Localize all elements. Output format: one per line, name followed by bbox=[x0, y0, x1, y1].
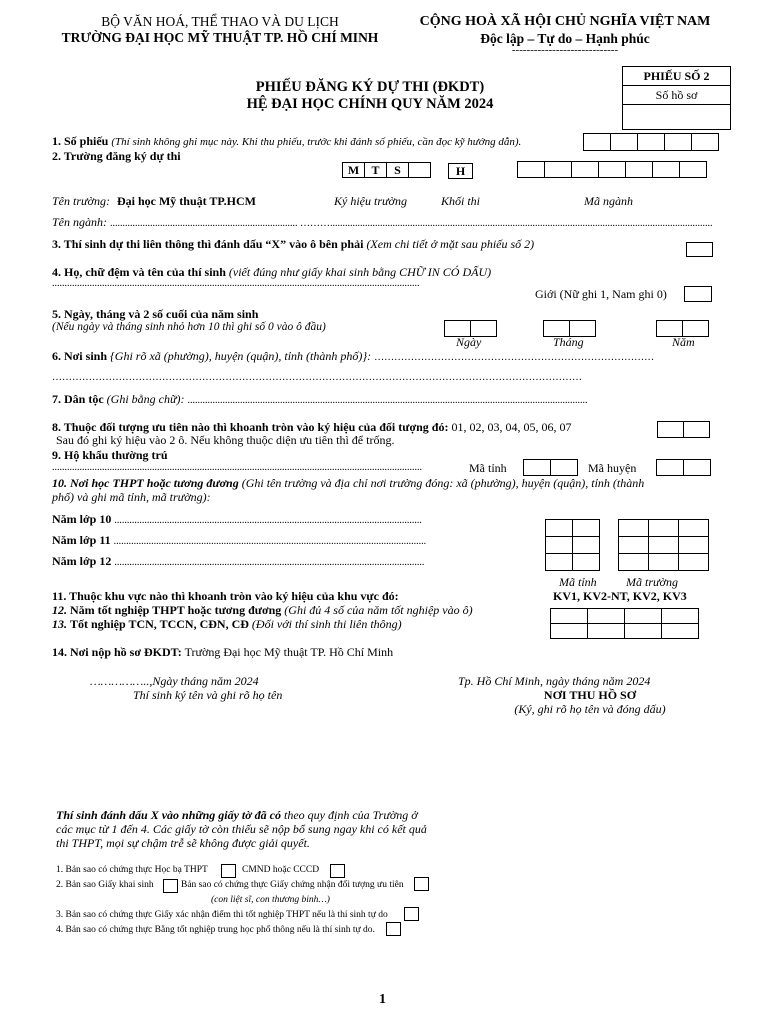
province-cell[interactable] bbox=[573, 554, 600, 571]
school-cell[interactable] bbox=[649, 537, 679, 554]
major-name-label: Tên ngành: bbox=[52, 215, 107, 229]
doc-birth-cert-label: 2. Bản sao Giấy khai sinh bbox=[56, 880, 154, 890]
major-code-cell[interactable] bbox=[625, 161, 653, 178]
doc-priority-cert-checkbox[interactable] bbox=[414, 877, 429, 891]
school-name-row bbox=[52, 194, 256, 209]
major-code-cell[interactable] bbox=[571, 161, 599, 178]
school-cell[interactable] bbox=[679, 537, 709, 554]
q14-row bbox=[52, 645, 393, 660]
grad-year-cell[interactable] bbox=[662, 609, 699, 624]
q13-note: (Đối với thí sinh thi liên thông) bbox=[251, 617, 402, 631]
gender-box[interactable] bbox=[684, 286, 712, 302]
grad-year-cell[interactable] bbox=[625, 624, 662, 639]
major-code-cell[interactable] bbox=[652, 161, 680, 178]
priority-boxes bbox=[658, 421, 710, 438]
grad-year-cell[interactable] bbox=[625, 609, 662, 624]
doc-id-card-checkbox[interactable] bbox=[330, 864, 345, 878]
province-cell[interactable] bbox=[573, 520, 600, 537]
form-number-cell[interactable] bbox=[637, 133, 665, 151]
high-school-province-grid bbox=[545, 519, 600, 571]
receiver-title: NƠI THU HỒ SƠ bbox=[543, 688, 637, 702]
q3-row bbox=[52, 237, 534, 252]
doc-diploma-checkbox[interactable] bbox=[386, 922, 401, 936]
q12-number: 12. bbox=[52, 603, 67, 617]
doc-transcript-label: 1. Bản sao có chứng thực Học bạ THPT bbox=[56, 865, 208, 875]
q10-note-2: phố) và ghi mã tỉnh, mã trường): bbox=[52, 490, 211, 504]
province-cell[interactable] bbox=[546, 537, 573, 554]
province-code-cell[interactable] bbox=[523, 459, 551, 476]
high-school-code-grid bbox=[618, 519, 709, 571]
school-name-value: Đại học Mỹ thuật TP.HCM bbox=[116, 194, 256, 208]
q7-label: 7. Dân tộc bbox=[52, 392, 104, 406]
doc-birth-cert-checkbox[interactable] bbox=[163, 879, 178, 893]
documents-intro bbox=[56, 808, 418, 823]
form-number-cell[interactable] bbox=[583, 133, 611, 151]
form-number-boxes bbox=[584, 133, 719, 151]
birthplace-field-2[interactable]: …………………………………………………………………………………………………………………………………………… bbox=[52, 372, 582, 383]
gender-label: Giới (Nữ ghi 1, Nam ghi 0) bbox=[535, 287, 667, 301]
q8-label: 8. Thuộc đối tượng ưu tiên nào thì khoanh tròn vào ký hiệu của đối tượng đó: bbox=[52, 420, 449, 434]
school-cell[interactable] bbox=[649, 520, 679, 537]
form-number-badge bbox=[622, 66, 731, 130]
grade10-label: Năm lớp 10 bbox=[52, 512, 112, 526]
q6-note: {Ghi rõ xã (phường), huyện (quận), tỉnh (thành phố)}: bbox=[110, 349, 372, 363]
grad-year-cell[interactable] bbox=[551, 609, 588, 624]
province-code-caption: Mã tỉnh bbox=[559, 575, 597, 589]
major-name-row bbox=[52, 215, 712, 230]
q13-row bbox=[52, 617, 402, 632]
grade12-label: Năm lớp 12 bbox=[52, 554, 112, 568]
grade11-label: Năm lớp 11 bbox=[52, 533, 111, 547]
graduation-year-grid bbox=[550, 608, 699, 639]
q1-label: 1. Số phiếu bbox=[52, 134, 109, 148]
form-number-cell[interactable] bbox=[610, 133, 638, 151]
form-number-label: PHIẾU SỐ 2 bbox=[623, 67, 730, 86]
bridge-program-checkbox[interactable] bbox=[686, 242, 713, 257]
province-code-cell[interactable] bbox=[550, 459, 578, 476]
q2-label: 2. Trường đăng ký dự thi bbox=[52, 149, 181, 163]
grad-year-cell[interactable] bbox=[588, 609, 625, 624]
doc-priority-cert-label: Bản sao có chứng thực Giấy chứng nhận đối tượng ưu tiên bbox=[181, 880, 404, 890]
motto-underline: ----------------------------- bbox=[511, 44, 619, 56]
national-motto: Độc lập – Tự do – Hạnh phúc bbox=[480, 31, 650, 46]
form-number-cell[interactable] bbox=[664, 133, 692, 151]
q4-note: (viết đúng như giấy khai sinh bằng CHỮ IN CÓ DẤU) bbox=[228, 265, 492, 279]
priority-options[interactable]: 01, 02, 03, 04, 05, 06, 07 bbox=[451, 420, 572, 434]
page-number: 1 bbox=[379, 992, 386, 1007]
school-cell[interactable] bbox=[679, 520, 709, 537]
grade12-field[interactable]: ............................................................................................................................ bbox=[114, 557, 425, 568]
month-caption: Tháng bbox=[553, 335, 584, 349]
q5-label: 5. Ngày, tháng và 2 số cuối của năm sinh bbox=[52, 307, 259, 321]
district-code-boxes bbox=[657, 459, 711, 476]
documents-intro-line-3: thi THPT, mọi sự chậm trễ sẽ không được giải quyết. bbox=[56, 836, 310, 850]
priority-cell[interactable] bbox=[657, 421, 684, 438]
grade11-field[interactable]: ............................................................................................................................. bbox=[113, 536, 427, 547]
doc-score-cert-label: 3. Bản sao có chứng thực Giấy xác nhận điểm thi tốt nghiệp THPT nếu là thí sinh tự do bbox=[56, 910, 388, 920]
birthplace-field[interactable]: ………………………………………………………………………… bbox=[374, 352, 655, 363]
grade12-row bbox=[52, 554, 517, 569]
grade10-row bbox=[52, 512, 512, 527]
q7-row bbox=[52, 392, 712, 407]
q13-label: Tốt nghiệp TCN, TCCN, CĐN, CĐ bbox=[70, 617, 249, 631]
major-code-cell[interactable] bbox=[679, 161, 707, 178]
documents-intro-rest: theo quy định của Trường ở bbox=[284, 808, 418, 822]
q12-note: (Ghi đủ 4 số của năm tốt nghiệp vào ô) bbox=[284, 603, 473, 617]
residence-field[interactable]: .................................................................................................................................................... bbox=[52, 462, 422, 473]
q11-label: 11. Thuộc khu vực nào thì khoanh tròn vào ký hiệu của khu vực đó: bbox=[52, 589, 399, 603]
province-cell[interactable] bbox=[573, 537, 600, 554]
grade10-field[interactable]: ........................................................................................................................... bbox=[114, 515, 422, 526]
grad-year-cell[interactable] bbox=[551, 624, 588, 639]
province-code-boxes bbox=[524, 459, 578, 476]
school-cell[interactable] bbox=[619, 520, 649, 537]
major-name-field[interactable]: ........................................................................... ………......................................................................................................................................................... bbox=[110, 218, 712, 229]
q10-label: 10. Nơi học THPT hoặc tương đương bbox=[52, 476, 239, 490]
q9-label: 9. Hộ khẩu thường trú bbox=[52, 448, 168, 462]
region-options[interactable]: KV1, KV2-NT, KV2, KV3 bbox=[553, 589, 687, 603]
q12-label: Năm tốt nghiệp THPT hoặc tương đương bbox=[70, 603, 282, 617]
q14-value: Trường Đại học Mỹ thuật TP. Hồ Chí Minh bbox=[184, 645, 394, 659]
year-caption: Năm bbox=[672, 335, 695, 349]
school-name-label: Tên trường: bbox=[52, 194, 110, 208]
school-code-cell[interactable] bbox=[408, 162, 431, 178]
school-cell[interactable] bbox=[649, 554, 679, 571]
q6-label: 6. Nơi sinh bbox=[52, 349, 107, 363]
q7-note: (Ghi bằng chữ): bbox=[106, 392, 185, 406]
doc-transcript-checkbox[interactable] bbox=[221, 864, 236, 878]
school-code-cell: T bbox=[364, 162, 387, 178]
major-code-cell[interactable] bbox=[598, 161, 626, 178]
doc-id-card-label: CMND hoặc CCCD bbox=[242, 865, 320, 875]
q5-note: (Nếu ngày và tháng sinh nhỏ hơn 10 thì ghi số 0 vào ô đầu) bbox=[52, 321, 326, 333]
file-number-label: Số hồ sơ bbox=[623, 86, 730, 105]
doc-diploma-label: 4. Bản sao có chứng thực Bằng tốt nghiệp trung học phổ thông nếu là thí sinh tự do. bbox=[56, 925, 375, 935]
q6-row bbox=[52, 349, 712, 364]
candidate-signature-caption: Thí sinh ký tên và ghi rõ họ tên bbox=[133, 688, 283, 702]
q8-note: Sau đó ghi ký hiệu vào 2 ô. Nếu không thuộc diện ưu tiên thì để trống. bbox=[56, 433, 395, 447]
province-code-label: Mã tỉnh bbox=[469, 461, 507, 475]
school-cell[interactable] bbox=[619, 554, 649, 571]
grad-year-cell[interactable] bbox=[662, 624, 699, 639]
form-subtitle: HỆ ĐẠI HỌC CHÍNH QUY NĂM 2024 bbox=[246, 96, 494, 112]
documents-intro-line-2: các mục từ 1 đến 4. Các giấy tờ còn thiếu sẽ nộp bổ sung ngay khi có kết quả bbox=[56, 822, 427, 836]
school-cell[interactable] bbox=[679, 554, 709, 571]
form-title: PHIẾU ĐĂNG KÝ DỰ THI (ĐKDT) bbox=[255, 79, 485, 95]
priority-cell[interactable] bbox=[683, 421, 710, 438]
form-number-cell[interactable] bbox=[691, 133, 719, 151]
district-code-cell[interactable] bbox=[656, 459, 684, 476]
major-code-cell[interactable] bbox=[544, 161, 572, 178]
republic-name: CỘNG HOÀ XÃ HỘI CHỦ NGHĨA VIỆT NAM bbox=[419, 14, 711, 29]
province-cell[interactable] bbox=[546, 554, 573, 571]
district-code-label: Mã huyện bbox=[588, 461, 637, 475]
q3-note: (Xem chi tiết ở mặt sau phiếu số 2) bbox=[366, 237, 535, 251]
q10-row bbox=[52, 476, 644, 491]
q3-label: 3. Thí sinh dự thi liên thông thì đánh dấu “X” vào ô bên phải bbox=[52, 237, 364, 251]
receiver-date-line: Tp. Hồ Chí Minh, ngày tháng năm 2024 bbox=[458, 674, 651, 688]
ethnicity-field[interactable]: ................................................................................................................................................................ bbox=[187, 395, 588, 406]
ministry-name: BỘ VĂN HOÁ, THỂ THAO VÀ DU LỊCH bbox=[101, 14, 339, 29]
documents-intro-bold: Thí sinh đánh dấu X vào những giấy tờ đã có bbox=[56, 808, 282, 822]
candidate-date-line: ……………..,Ngày tháng năm 2024 bbox=[90, 674, 259, 688]
grade11-row bbox=[52, 533, 517, 548]
school-code-boxes bbox=[343, 162, 431, 178]
school-cell[interactable] bbox=[619, 537, 649, 554]
full-name-field[interactable]: ................................................................................................................................................... bbox=[52, 278, 420, 289]
q4-label: 4. Họ, chữ đệm và tên của thí sinh bbox=[52, 265, 226, 279]
major-code-boxes bbox=[518, 161, 707, 178]
q13-number: 13. bbox=[52, 617, 67, 631]
school-code-cell: M bbox=[342, 162, 365, 178]
q1-row bbox=[52, 134, 521, 149]
university-name: TRƯỜNG ĐẠI HỌC MỸ THUẬT TP. HỒ CHÍ MINH bbox=[61, 30, 379, 45]
grad-year-cell[interactable] bbox=[588, 624, 625, 639]
exam-block-box bbox=[449, 163, 473, 179]
province-cell[interactable] bbox=[546, 520, 573, 537]
school-code-cell: S bbox=[386, 162, 409, 178]
q12-row bbox=[52, 603, 473, 618]
receiver-signature-caption: (Ký, ghi rõ họ tên và đóng dấu) bbox=[514, 702, 666, 716]
doc-score-cert-checkbox[interactable] bbox=[404, 907, 419, 921]
q1-note: (Thí sinh không ghi mục này. Khi thu phiếu, trước khi đánh số phiếu, cần đọc kỹ hướng dẫn). bbox=[111, 136, 522, 148]
school-code-caption: Ký hiệu trường bbox=[334, 194, 407, 208]
district-code-cell[interactable] bbox=[683, 459, 711, 476]
major-code-caption: Mã ngành bbox=[584, 194, 633, 208]
day-caption: Ngày bbox=[456, 335, 482, 349]
q14-label: 14. Nơi nộp hồ sơ ĐKDT: bbox=[52, 645, 182, 659]
major-code-cell[interactable] bbox=[517, 161, 545, 178]
exam-block-caption: Khối thi bbox=[441, 194, 481, 208]
exam-block-cell: H bbox=[448, 163, 473, 179]
q10-note: (Ghi tên trường và địa chỉ nơi trường đóng: xã (phường), huyện (quận), tỉnh (thành bbox=[241, 476, 645, 490]
doc-priority-cert-note: (con liệt sĩ, con thương binh…) bbox=[211, 895, 330, 905]
school-code-caption-2: Mã trường bbox=[626, 575, 678, 589]
